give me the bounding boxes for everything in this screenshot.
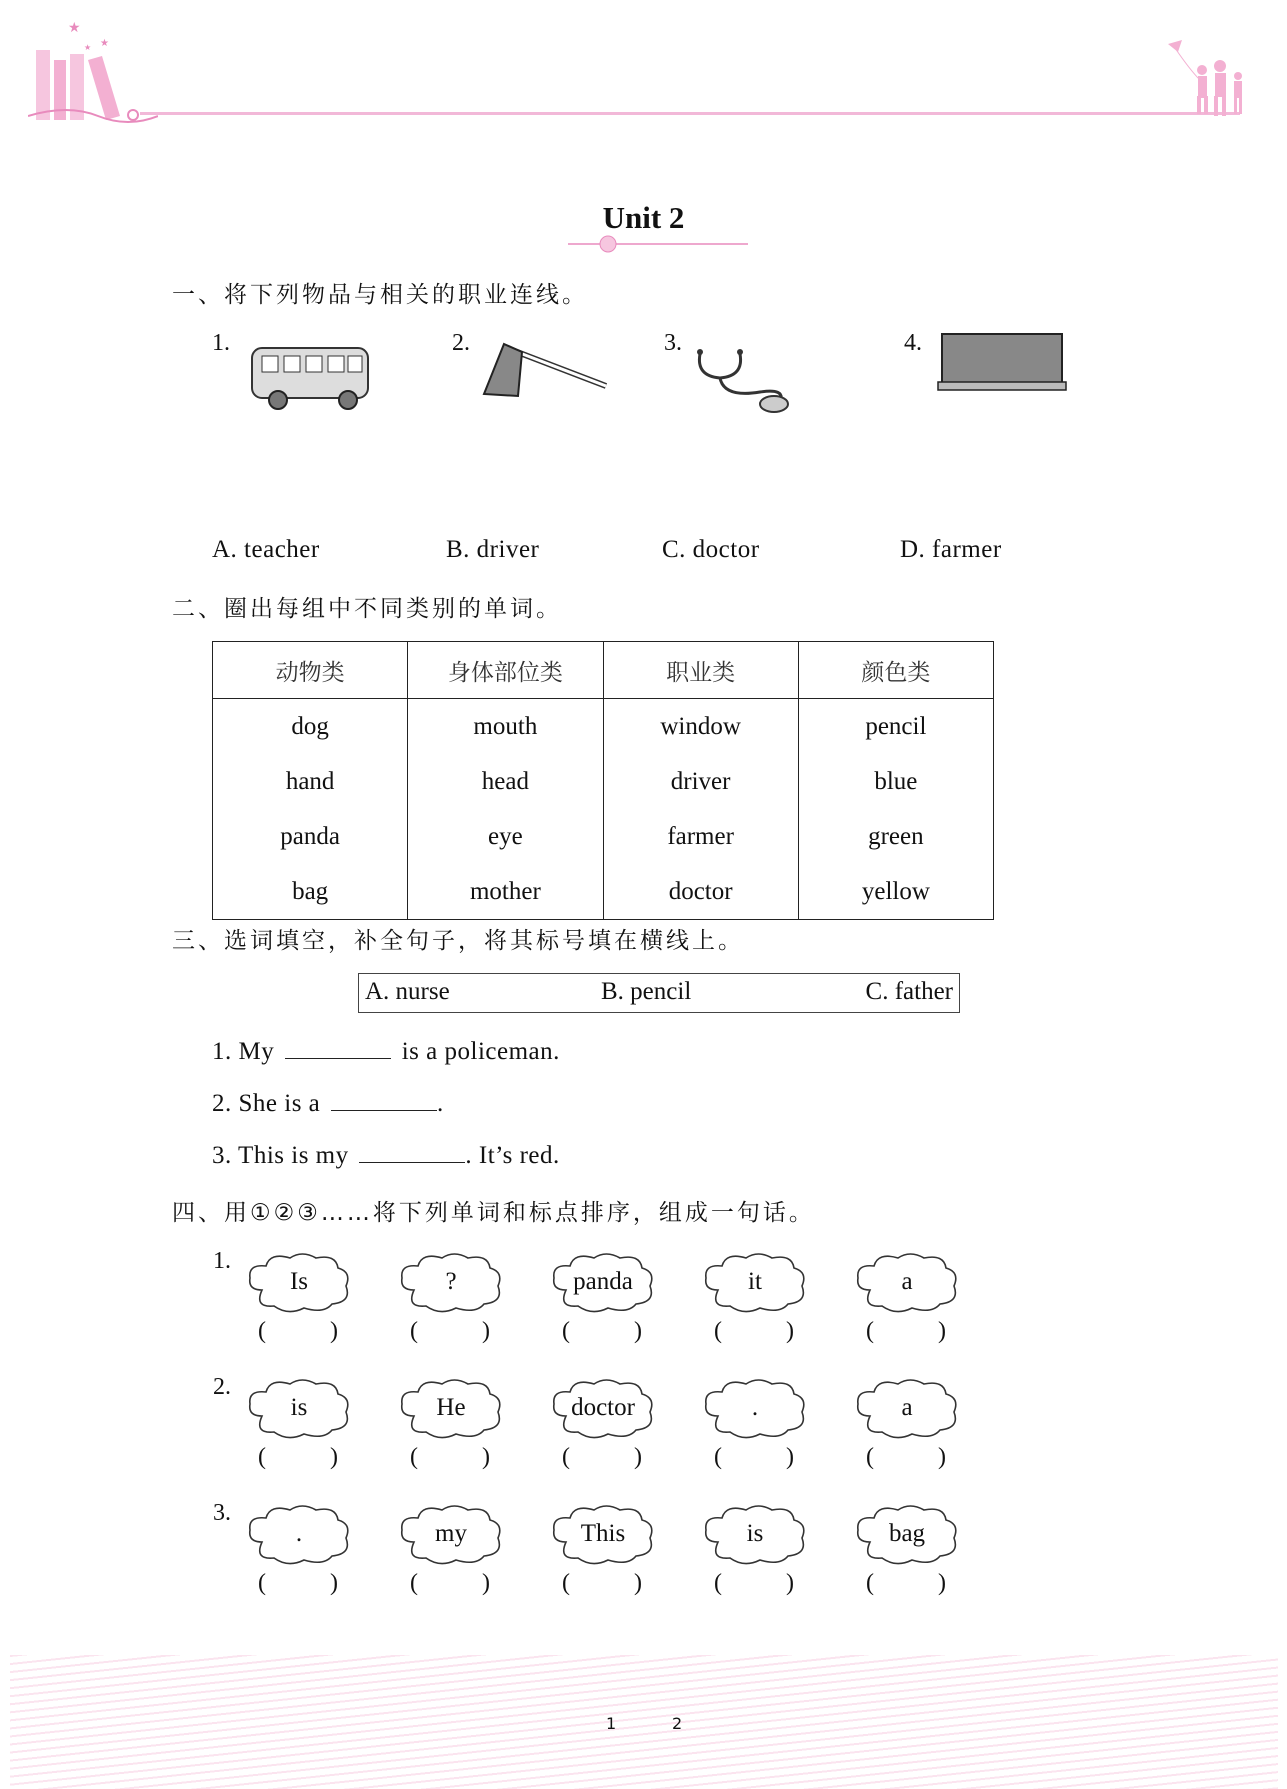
order-answer-parens[interactable] [866,1318,946,1345]
order-answer-parens[interactable] [714,1570,794,1597]
choice-father: C. father [865,978,953,1005]
paren-open: ( [714,1570,722,1596]
svg-text:★: ★ [100,38,109,49]
table-cell[interactable]: window [603,699,798,755]
row-number: 1. [213,1248,231,1274]
word-cloud [244,1502,354,1566]
table-row [213,754,994,809]
sentence-start: 3. This is my [212,1142,349,1169]
paren-open: ( [410,1444,418,1470]
cloud-word: is [290,1394,308,1421]
blackboard-icon [936,332,1068,396]
paren-open: ( [562,1318,570,1344]
paren-close: ) [330,1570,338,1596]
paren-open: ( [410,1570,418,1596]
table-header: 动物类 [213,642,408,699]
word-cloud [852,1250,962,1314]
sentence-start: 2. She is a [212,1090,321,1117]
stethoscope-icon [690,336,800,416]
table-cell[interactable]: mother [408,864,603,920]
table-cell[interactable]: doctor [603,864,798,920]
paren-open: ( [866,1570,874,1596]
title-underline-decoration [568,234,748,254]
category-table [212,641,994,920]
cloud-word: doctor [571,1394,635,1421]
cloud-word: ? [445,1268,457,1295]
cloud-word: panda [573,1268,633,1295]
word-cloud [396,1376,506,1440]
table-cell[interactable]: bag [213,864,408,920]
picture-number: 1. [212,330,230,356]
table-cell[interactable]: farmer [603,809,798,864]
choice-pencil: B. pencil [601,978,692,1005]
word-cloud [396,1502,506,1566]
hoe-icon [482,336,612,406]
table-cell[interactable]: dog [213,699,408,755]
answer-blank[interactable] [359,1140,465,1163]
picture-number: 3. [664,330,682,356]
table-cell[interactable]: head [408,754,603,809]
bus-icon [248,340,374,412]
cloud-word: my [435,1520,467,1547]
paren-close: ) [786,1318,794,1344]
table-cell[interactable]: mouth [408,699,603,755]
paren-open: ( [258,1444,266,1470]
paren-open: ( [258,1570,266,1596]
svg-text:★: ★ [68,20,81,36]
page-number-right: 2 [672,1714,683,1733]
option-driver: B. driver [446,536,540,563]
paren-close: ) [482,1444,490,1470]
paren-close: ) [634,1570,642,1596]
table-header: 颜色类 [798,642,993,699]
paren-open: ( [866,1444,874,1470]
books-stars-decoration-icon [28,20,158,130]
cloud-word: a [901,1268,913,1295]
order-answer-parens[interactable] [258,1318,338,1345]
picture-number: 2. [452,330,470,356]
word-cloud [700,1250,810,1314]
option-farmer: D. farmer [900,536,1002,563]
page-number-left: 1 [606,1714,617,1733]
option-doctor: C. doctor [662,536,760,563]
cloud-word: Is [289,1268,309,1295]
choice-nurse: A. nurse [365,978,450,1005]
table-cell[interactable]: hand [213,754,408,809]
order-answer-parens[interactable] [562,1318,642,1345]
table-cell[interactable]: yellow [861,877,930,905]
word-cloud [700,1502,810,1566]
table-row [213,809,994,864]
word-cloud [548,1376,658,1440]
paren-open: ( [562,1570,570,1596]
table-cell[interactable]: green [868,822,924,850]
row-number: 2. [213,1374,231,1400]
word-cloud [852,1376,962,1440]
fill-sentence [212,1140,560,1170]
table-cell[interactable]: driver [603,754,798,809]
word-cloud [244,1376,354,1440]
word-cloud [244,1250,354,1314]
word-cloud [548,1502,658,1566]
page-title: Unit 2 [602,200,685,235]
order-answer-parens[interactable] [258,1444,338,1471]
answer-blank[interactable] [285,1036,391,1059]
section2-heading: 二、圈出每组中不同类别的单词。 [172,596,562,622]
footer-stripes [10,1655,1278,1789]
word-cloud [548,1250,658,1314]
order-answer-parens[interactable] [866,1444,946,1471]
sentence-end: . [437,1090,444,1117]
paren-close: ) [634,1318,642,1344]
table-header: 职业类 [603,642,798,699]
paren-close: ) [482,1570,490,1596]
option-teacher: A. teacher [212,536,320,563]
fill-sentence [212,1088,444,1118]
table-row [213,864,994,920]
answer-blank[interactable] [331,1088,437,1111]
table-cell[interactable]: blue [874,767,918,795]
order-answer-parens[interactable] [714,1444,794,1471]
cloud-word: . [751,1394,759,1421]
sentence-end: . It’s red. [465,1142,560,1169]
cloud-word: This [580,1520,626,1547]
cloud-word: bag [888,1520,926,1547]
fill-sentence [212,1036,560,1066]
paren-close: ) [938,1570,946,1596]
order-answer-parens[interactable] [410,1318,490,1345]
paren-close: ) [482,1318,490,1344]
word-cloud [852,1502,962,1566]
word-cloud [700,1376,810,1440]
table-cell[interactable]: panda [213,809,408,864]
section3-heading: 三、选词填空，补全句子，将其标号填在横线上。 [172,928,744,954]
table-header: 身体部位类 [408,642,603,699]
paren-open: ( [714,1444,722,1470]
paren-open: ( [410,1318,418,1344]
paren-open: ( [714,1318,722,1344]
cloud-word: it [748,1268,762,1295]
paren-close: ) [634,1444,642,1470]
paren-close: ) [938,1318,946,1344]
order-answer-parens[interactable] [562,1444,642,1471]
paren-close: ) [938,1444,946,1470]
table-row [213,699,994,755]
header-rule [140,112,1240,115]
section1-heading: 一、将下列物品与相关的职业连线。 [172,282,588,308]
cloud-word: . [295,1520,303,1547]
picture-number: 4. [904,330,922,356]
word-cloud [396,1250,506,1314]
order-answer-parens[interactable] [410,1444,490,1471]
order-answer-parens[interactable] [866,1570,946,1597]
paren-open: ( [866,1318,874,1344]
paren-open: ( [258,1318,266,1344]
order-answer-parens[interactable] [258,1570,338,1597]
table-cell[interactable]: pencil [865,712,927,740]
table-cell[interactable]: eye [408,809,603,864]
row-number: 3. [213,1500,231,1526]
sentence-end: is a policeman. [401,1038,560,1065]
paren-close: ) [330,1318,338,1344]
word-choice-box [358,973,960,1013]
order-answer-parens[interactable] [714,1318,794,1345]
paren-open: ( [562,1444,570,1470]
children-kite-silhouette-icon [1160,40,1250,120]
cloud-word: He [436,1394,466,1421]
paren-close: ) [330,1444,338,1470]
cloud-word: a [901,1394,913,1421]
section4-heading: 四、用①②③……将下列单词和标点排序，组成一句话。 [172,1200,815,1226]
sentence-start: 1. My [212,1038,275,1065]
order-answer-parens[interactable] [562,1570,642,1597]
order-answer-parens[interactable] [410,1570,490,1597]
paren-close: ) [786,1570,794,1596]
paren-close: ) [786,1444,794,1470]
svg-text:★: ★ [84,43,92,52]
cloud-word: is [746,1520,764,1547]
